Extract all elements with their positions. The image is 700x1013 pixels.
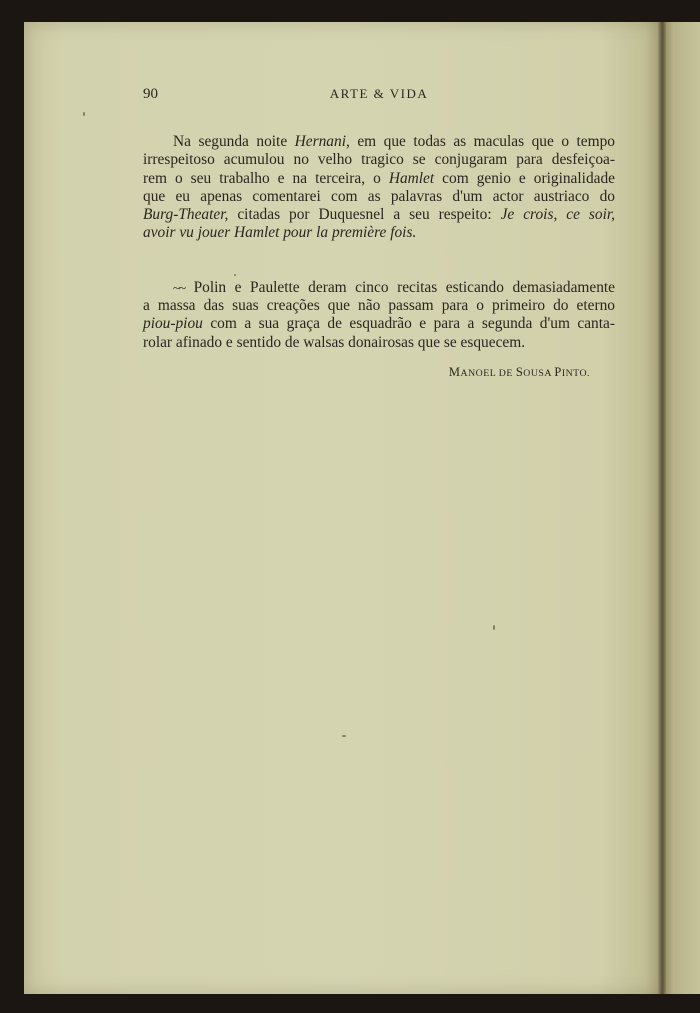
- paper-speck: [83, 112, 85, 116]
- paragraph-polin-paulette: [143, 279, 615, 352]
- author-signature: MANOEL DE SOUSA PINTO.: [448, 365, 590, 379]
- page-gutter: [658, 22, 666, 994]
- page-header: [143, 86, 615, 106]
- page-number: 90: [143, 86, 158, 102]
- body-text: [143, 133, 615, 352]
- text-line: a massa das suas creações que não passam para o primeiro do eterno: [143, 297, 615, 315]
- text-line: Na segunda noite Hernani, em que todas as maculas que o tempo: [173, 133, 615, 150]
- text-line: rolar afinado e sentido de walsas donairosas que se esquecem.: [143, 333, 526, 351]
- text-line: piou-piou com a sua graça de esquadrão e para a segunda d'um canta-: [143, 315, 615, 333]
- running-title: ARTE & VIDA: [329, 86, 429, 101]
- paragraph-hernani: [143, 133, 615, 243]
- adjacent-page-edge: [662, 22, 700, 994]
- ornament-dash: ~~: [173, 279, 186, 295]
- paper-speck: [342, 735, 346, 737]
- text-line: rem o seu trabalho e na terceira, o Hamlet com genio e originalidade: [143, 169, 615, 187]
- paper-speck: [234, 274, 236, 276]
- text-line: irrespeitoso acumulou no velho tragico se conjugaram para desfeiçoa-: [143, 151, 615, 169]
- text-line: Burg-Theater, citadas por Duquesnel a seu respeito: Je crois, ce soir,: [143, 206, 615, 224]
- text-line: ~~ Polin e Paulette deram cinco recitas esticando demasiadamente: [173, 278, 615, 296]
- text-line: que eu apenas comentarei com as palavras d'um actor austriaco do: [143, 187, 615, 205]
- text-line: avoir vu jouer Hamlet pour la première fois.: [143, 224, 417, 242]
- paper-speck: [493, 625, 495, 630]
